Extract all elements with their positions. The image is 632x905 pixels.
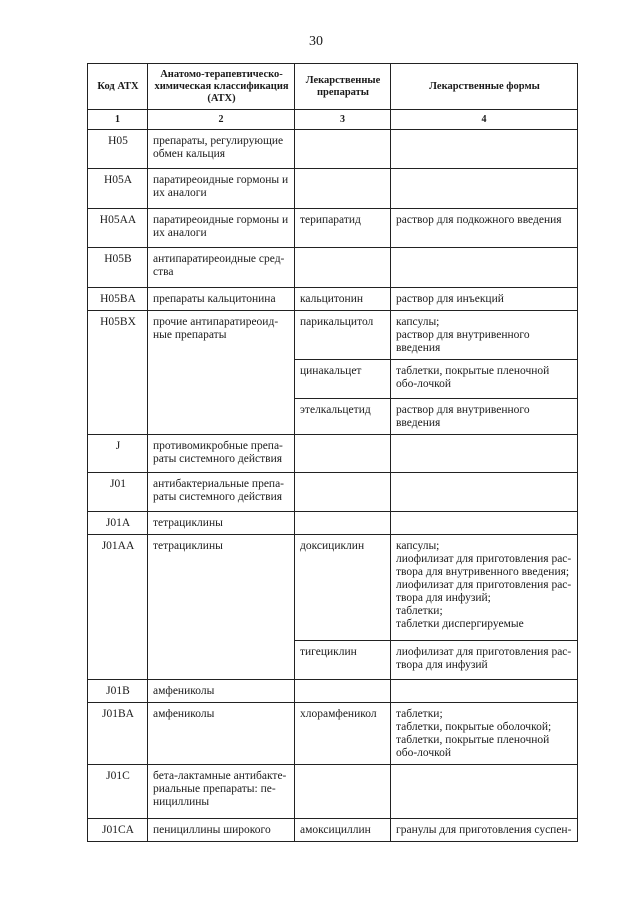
forms-cell xyxy=(391,765,578,819)
classification-cell: амфениколы xyxy=(148,703,295,765)
drug-cell: парикальцитол xyxy=(295,311,391,360)
classification-cell: антипаратиреоидные сред-ства xyxy=(148,248,295,288)
code-cell: H05BX xyxy=(88,311,148,435)
drug-cell: амоксициллин xyxy=(295,819,391,842)
code-cell: H05AA xyxy=(88,209,148,248)
code-cell: J01B xyxy=(88,680,148,703)
code-cell: H05 xyxy=(88,130,148,169)
forms-cell: таблетки; таблетки, покрытые оболочкой; таблетки, покрытые пленочной обо-лочкой xyxy=(391,703,578,765)
classification-cell: тетрациклины xyxy=(148,535,295,680)
drug-cell: кальцитонин xyxy=(295,288,391,311)
classification-cell: тетрациклины xyxy=(148,512,295,535)
column-number: 3 xyxy=(295,110,391,130)
classification-cell: прочие антипаратиреоид-ные препараты xyxy=(148,311,295,435)
forms-cell xyxy=(391,473,578,512)
drug-cell: хлорамфеникол xyxy=(295,703,391,765)
forms-cell: капсулы; раствор для внутривенного введения xyxy=(391,311,578,360)
classification-cell: амфениколы xyxy=(148,680,295,703)
drug-cell xyxy=(295,512,391,535)
table-row xyxy=(88,473,578,512)
table-row xyxy=(88,703,578,765)
column-number: 4 xyxy=(391,110,578,130)
drug-cell: цинакальцет xyxy=(295,360,391,399)
drug-cell: терипаратид xyxy=(295,209,391,248)
forms-cell: таблетки, покрытые пленочной обо-лочкой xyxy=(391,360,578,399)
drug-cell: этелкальцетид xyxy=(295,399,391,435)
code-cell: J xyxy=(88,435,148,473)
forms-cell xyxy=(391,680,578,703)
classification-cell: паратиреоидные гормоны и их аналоги xyxy=(148,209,295,248)
table-row xyxy=(88,288,578,311)
classification-cell: паратиреоидные гормоны и их аналоги xyxy=(148,169,295,209)
drug-cell: доксициклин xyxy=(295,535,391,641)
forms-cell: раствор для внутривенного введения xyxy=(391,399,578,435)
code-cell: H05BA xyxy=(88,288,148,311)
code-cell: J01CA xyxy=(88,819,148,842)
code-cell: J01C xyxy=(88,765,148,819)
code-cell: J01A xyxy=(88,512,148,535)
code-cell: J01BA xyxy=(88,703,148,765)
table-row xyxy=(88,169,578,209)
table-row xyxy=(88,535,578,641)
column-number-row xyxy=(88,110,578,130)
header-row xyxy=(88,64,578,110)
table-row xyxy=(88,435,578,473)
table-row xyxy=(88,819,578,842)
classification-cell: препараты, регулирующие обмен кальция xyxy=(148,130,295,169)
classification-cell: антибактериальные препа-раты системного действия xyxy=(148,473,295,512)
header-classification: Анатомо-терапевтическо-химическая классификация (АТХ) xyxy=(148,64,295,110)
drug-cell xyxy=(295,248,391,288)
column-number: 2 xyxy=(148,110,295,130)
drug-cell xyxy=(295,765,391,819)
drug-cell xyxy=(295,435,391,473)
forms-cell: лиофилизат для приготовления рас-твора для инфузий xyxy=(391,641,578,680)
code-cell: J01AA xyxy=(88,535,148,680)
table-row xyxy=(88,512,578,535)
forms-cell xyxy=(391,435,578,473)
forms-cell: гранулы для приготовления суспен- xyxy=(391,819,578,842)
forms-cell xyxy=(391,248,578,288)
header-code: Код АТХ xyxy=(88,64,148,110)
atx-table xyxy=(87,63,578,842)
header-forms: Лекарственные формы xyxy=(391,64,578,110)
code-cell: H05A xyxy=(88,169,148,209)
table-row xyxy=(88,130,578,169)
table-row xyxy=(88,209,578,248)
drug-cell xyxy=(295,169,391,209)
forms-cell xyxy=(391,130,578,169)
classification-cell: пенициллины широкого xyxy=(148,819,295,842)
forms-cell: раствор для инъекций xyxy=(391,288,578,311)
code-cell: J01 xyxy=(88,473,148,512)
header-drugs: Лекарственные препараты xyxy=(295,64,391,110)
drug-cell: тигециклин xyxy=(295,641,391,680)
classification-cell: противомикробные препа-раты системного действия xyxy=(148,435,295,473)
page-number: 30 xyxy=(309,34,323,49)
forms-cell xyxy=(391,512,578,535)
drug-cell xyxy=(295,680,391,703)
drug-cell xyxy=(295,130,391,169)
forms-cell: капсулы; лиофилизат для приготовления рас-твора для внутривенного введения; лиофилизат для приготовления рас-твора для инфузий; таблетки; таблетки диспергируемые xyxy=(391,535,578,641)
classification-cell: препараты кальцитонина xyxy=(148,288,295,311)
forms-cell: раствор для подкожного введения xyxy=(391,209,578,248)
table-row xyxy=(88,680,578,703)
column-number: 1 xyxy=(88,110,148,130)
classification-cell: бета-лактамные антибакте-риальные препараты: пе-нициллины xyxy=(148,765,295,819)
table-row xyxy=(88,311,578,360)
table-row xyxy=(88,248,578,288)
code-cell: H05B xyxy=(88,248,148,288)
drug-cell xyxy=(295,473,391,512)
forms-cell xyxy=(391,169,578,209)
table-row xyxy=(88,765,578,819)
